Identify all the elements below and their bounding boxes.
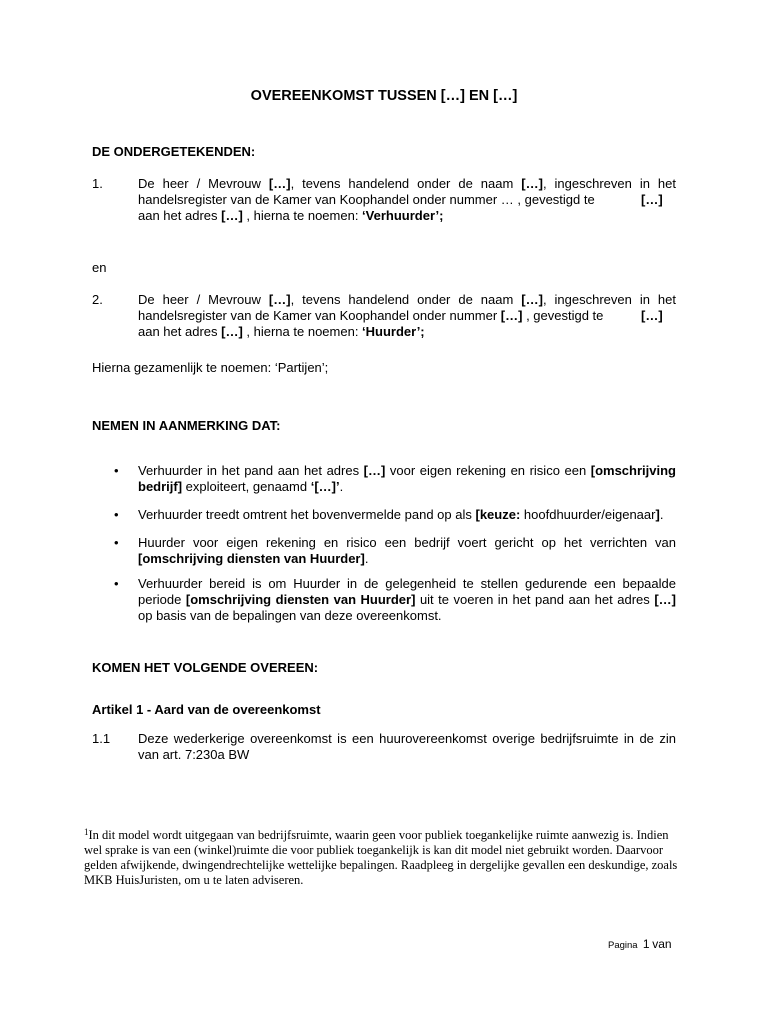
bullet-2: Verhuurder treedt omtrent het bovenvermelde pand op als [keuze: hoofdhuurder/eigenaar]. (138, 507, 664, 522)
party2-block (138, 292, 676, 340)
footnote (84, 828, 684, 888)
and-word: en (92, 260, 107, 275)
bullet-1-glyph: • (114, 463, 119, 478)
parties-collective: Hierna gezamenlijk te noemen: ‘Partijen’; (92, 360, 329, 375)
party1-block (138, 176, 676, 224)
article-1-1-text: Deze wederkerige overeenkomst is een huurovereenkomst overige bedrijfsruimte in de zin van art. 7:230a BW (138, 731, 676, 762)
bullet-4: Verhuurder bereid is om Huurder in de gelegenheid te stellen gedurende een bepaalde periode [omschrijving diensten van Huurder] uit te voeren in het pand aan het adres […] op basis van de bepalingen van deze overeenkomst. (138, 576, 676, 623)
party1-line3: aan het adres […] , hierna te noemen: ‘Verhuurder’; (138, 208, 444, 223)
bullet-3: Huurder voor eigen rekening en risico een bedrijf voert gericht op het verrichten van [omschrijving diensten van Huurder]. (138, 535, 676, 566)
bullet-1: Verhuurder in het pand aan het adres […] voor eigen rekening en risico een [omschrijving bedrijf] exploiteert, genaamd ‘[…]’. (138, 463, 676, 494)
page-number: Pagina 1 van (608, 937, 672, 951)
article-1-heading: Artikel 1 - Aard van de overeenkomst (92, 702, 321, 717)
agree-heading: KOMEN HET VOLGENDE OVEREEN: (92, 660, 319, 675)
document-title: OVEREENKOMST TUSSEN […] EN […] (250, 88, 518, 104)
bullet-4-glyph: • (114, 576, 119, 591)
footnote-marker: 1 (84, 827, 89, 837)
party1-line2: handelsregister van de Kamer van Koophandel onder nummer … , gevestigd te […] (138, 192, 663, 207)
footnote-text: In dit model wordt uitgegaan van bedrijfsruimte, waarin geen voor publiek toegankelijke ruimte aanwezig is. Indien wel sprake is van een (winkel)ruimte die voor publiek toegankelijk is kan dit model niet gebruikt worden. Daarvoor gelden afwijkende, dwingendrechtelijke wettelijke bepalingen. Raadpleeg in dergelijke gevallen een deskundige, zoals MKB HuisJuristen, om u te laten adviseren. (84, 828, 678, 887)
party2-line2: handelsregister van de Kamer van Koophandel onder nummer […] , gevestigd te […] (138, 308, 663, 323)
party1-line1: De heer / Mevrouw […], tevens handelend onder de naam […], ingeschreven in het (138, 176, 677, 191)
party2-line1: De heer / Mevrouw […], tevens handelend onder de naam […], ingeschreven in het (138, 292, 677, 307)
party2-line3: aan het adres […] , hierna te noemen: ‘Huurder’; (138, 324, 425, 339)
party1-number: 1. (92, 176, 103, 191)
bullet-2-glyph: • (114, 507, 119, 522)
considering-heading: NEMEN IN AANMERKING DAT: (92, 418, 281, 433)
party2-number: 2. (92, 292, 103, 307)
parties-heading: DE ONDERGETEKENDEN: (92, 144, 256, 159)
bullet-3-glyph: • (114, 535, 119, 550)
article-1-1-number: 1.1 (92, 731, 111, 746)
